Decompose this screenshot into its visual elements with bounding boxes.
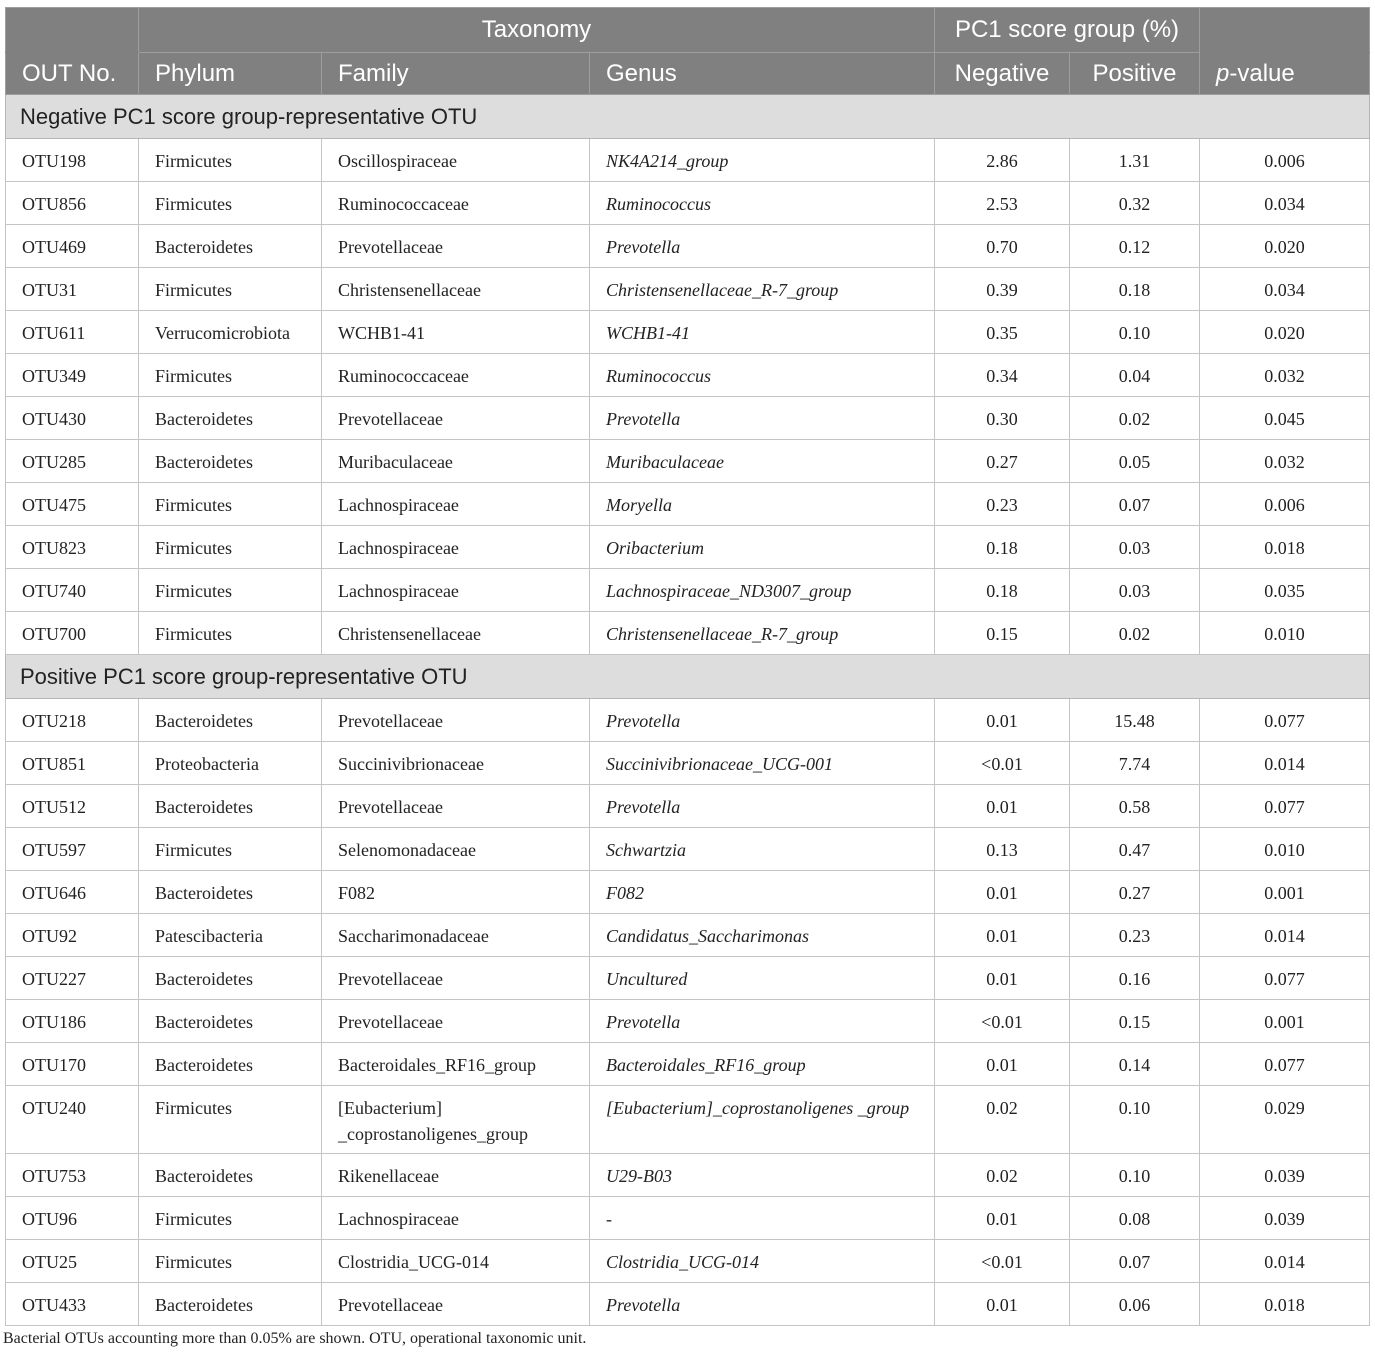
table-footnote: Bacterial OTUs accounting more than 0.05% are shown. OTU, operational taxonomic unit.	[3, 1330, 587, 1347]
cell-phylum: Bacteroidetes	[139, 957, 322, 1000]
cell-genus: Bacteroidales_RF16_group	[590, 1043, 935, 1086]
table-row	[6, 1197, 1370, 1240]
cell-p-value: 0.077	[1200, 957, 1370, 1000]
cell-p-value: 0.006	[1200, 483, 1370, 526]
cell-positive: 0.03	[1070, 526, 1200, 569]
table-row	[6, 1154, 1370, 1197]
cell-genus: Moryella	[590, 483, 935, 526]
cell-family: Christensenellaceae	[322, 268, 590, 311]
cell-genus: Prevotella	[590, 785, 935, 828]
cell-otu: OTU430	[6, 397, 139, 440]
cell-phylum: Firmicutes	[139, 526, 322, 569]
table-body	[6, 95, 1370, 1326]
cell-family: Saccharimonadaceae	[322, 914, 590, 957]
cell-phylum: Firmicutes	[139, 1086, 322, 1154]
section-header-row	[6, 655, 1370, 699]
cell-otu: OTU700	[6, 612, 139, 655]
cell-phylum: Firmicutes	[139, 1240, 322, 1283]
cell-negative: <0.01	[935, 742, 1070, 785]
cell-genus: -	[590, 1197, 935, 1240]
table-row	[6, 1086, 1370, 1154]
cell-positive: 0.10	[1070, 311, 1200, 354]
header-p-italic: p	[1216, 59, 1230, 87]
table-row	[6, 311, 1370, 354]
cell-negative: 0.35	[935, 311, 1070, 354]
cell-p-value: 0.039	[1200, 1197, 1370, 1240]
cell-negative: 2.86	[935, 139, 1070, 182]
cell-family: Prevotellaceae	[322, 1000, 590, 1043]
header-blank-right	[1200, 8, 1370, 53]
cell-otu: OTU475	[6, 483, 139, 526]
table-row	[6, 139, 1370, 182]
cell-phylum: Bacteroidetes	[139, 699, 322, 742]
cell-negative: 0.01	[935, 914, 1070, 957]
cell-positive: 0.47	[1070, 828, 1200, 871]
cell-genus: Christensenellaceae_R-7_group	[590, 268, 935, 311]
cell-p-value: 0.032	[1200, 354, 1370, 397]
cell-p-value: 0.001	[1200, 871, 1370, 914]
cell-genus: Prevotella	[590, 1000, 935, 1043]
cell-family: Selenomonadaceae	[322, 828, 590, 871]
cell-family: Ruminococcaceae	[322, 354, 590, 397]
cell-phylum: Firmicutes	[139, 139, 322, 182]
cell-negative: 0.01	[935, 1197, 1070, 1240]
cell-genus: Lachnospiraceae_ND3007_group	[590, 569, 935, 612]
cell-otu: OTU433	[6, 1283, 139, 1326]
cell-positive: 0.15	[1070, 1000, 1200, 1043]
cell-genus: Prevotella	[590, 699, 935, 742]
cell-p-value: 0.034	[1200, 268, 1370, 311]
section-title: Negative PC1 score group-representative OTU	[6, 95, 1370, 139]
cell-negative: 0.23	[935, 483, 1070, 526]
cell-family: WCHB1-41	[322, 311, 590, 354]
header-genus: Genus	[590, 53, 935, 95]
table-row	[6, 440, 1370, 483]
cell-family: Prevotellaceae	[322, 957, 590, 1000]
cell-positive: 0.07	[1070, 1240, 1200, 1283]
cell-family: Oscillospiraceae	[322, 139, 590, 182]
cell-family: Prevotellaceae	[322, 1283, 590, 1326]
cell-p-value: 0.020	[1200, 311, 1370, 354]
cell-otu: OTU469	[6, 225, 139, 268]
cell-family: F082	[322, 871, 590, 914]
header-p-value	[1200, 53, 1370, 95]
cell-genus: Succinivibrionaceae_UCG-001	[590, 742, 935, 785]
header-otu-no: OUT No.	[6, 53, 139, 95]
cell-genus: Clostridia_UCG-014	[590, 1240, 935, 1283]
table-row	[6, 742, 1370, 785]
cell-family: Rikenellaceae	[322, 1154, 590, 1197]
cell-otu: OTU597	[6, 828, 139, 871]
cell-genus: WCHB1-41	[590, 311, 935, 354]
table-row	[6, 828, 1370, 871]
cell-negative: <0.01	[935, 1240, 1070, 1283]
cell-family: Clostridia_UCG-014	[322, 1240, 590, 1283]
cell-positive: 7.74	[1070, 742, 1200, 785]
table-row	[6, 612, 1370, 655]
cell-family: Prevotellaceae	[322, 785, 590, 828]
cell-p-value: 0.001	[1200, 1000, 1370, 1043]
header-pc1-group: PC1 score group (%)	[935, 8, 1200, 53]
cell-phylum: Bacteroidetes	[139, 1154, 322, 1197]
cell-negative: 2.53	[935, 182, 1070, 225]
header-family: Family	[322, 53, 590, 95]
cell-negative: 0.01	[935, 699, 1070, 742]
cell-genus: Muribaculaceae	[590, 440, 935, 483]
cell-positive: 0.06	[1070, 1283, 1200, 1326]
cell-genus: Oribacterium	[590, 526, 935, 569]
table-row	[6, 1043, 1370, 1086]
table-row	[6, 957, 1370, 1000]
cell-phylum: Firmicutes	[139, 483, 322, 526]
cell-otu: OTU25	[6, 1240, 139, 1283]
cell-p-value: 0.014	[1200, 1240, 1370, 1283]
cell-positive: 0.08	[1070, 1197, 1200, 1240]
table-row	[6, 397, 1370, 440]
cell-family: Prevotellaceae	[322, 225, 590, 268]
cell-negative: 0.01	[935, 871, 1070, 914]
cell-negative: 0.18	[935, 569, 1070, 612]
cell-otu: OTU96	[6, 1197, 139, 1240]
cell-negative: 0.02	[935, 1086, 1070, 1154]
cell-positive: 0.03	[1070, 569, 1200, 612]
table-row	[6, 268, 1370, 311]
cell-positive: 0.02	[1070, 612, 1200, 655]
table-row	[6, 1283, 1370, 1326]
cell-negative: 0.15	[935, 612, 1070, 655]
header-phylum: Phylum	[139, 53, 322, 95]
header-taxonomy: Taxonomy	[139, 8, 935, 53]
cell-genus: Prevotella	[590, 225, 935, 268]
cell-family: Succinivibrionaceae	[322, 742, 590, 785]
cell-positive: 1.31	[1070, 139, 1200, 182]
cell-p-value: 0.034	[1200, 182, 1370, 225]
table-container	[5, 7, 1369, 1326]
cell-phylum: Patescibacteria	[139, 914, 322, 957]
table-header	[6, 8, 1370, 95]
table-row	[6, 225, 1370, 268]
cell-genus: Prevotella	[590, 1283, 935, 1326]
cell-otu: OTU218	[6, 699, 139, 742]
cell-negative: 0.34	[935, 354, 1070, 397]
cell-p-value: 0.039	[1200, 1154, 1370, 1197]
cell-negative: 0.13	[935, 828, 1070, 871]
cell-phylum: Verrucomicrobiota	[139, 311, 322, 354]
cell-phylum: Bacteroidetes	[139, 871, 322, 914]
cell-phylum: Bacteroidetes	[139, 1043, 322, 1086]
cell-phylum: Firmicutes	[139, 354, 322, 397]
table-row	[6, 1240, 1370, 1283]
cell-genus: Prevotella	[590, 397, 935, 440]
cell-positive: 0.14	[1070, 1043, 1200, 1086]
table-row	[6, 182, 1370, 225]
cell-phylum: Bacteroidetes	[139, 785, 322, 828]
cell-negative: 0.70	[935, 225, 1070, 268]
cell-p-value: 0.014	[1200, 914, 1370, 957]
table-row	[6, 483, 1370, 526]
cell-negative: 0.18	[935, 526, 1070, 569]
cell-otu: OTU740	[6, 569, 139, 612]
cell-genus: Ruminococcus	[590, 354, 935, 397]
cell-phylum: Firmicutes	[139, 182, 322, 225]
cell-family: Lachnospiraceae	[322, 483, 590, 526]
cell-otu: OTU823	[6, 526, 139, 569]
cell-otu: OTU227	[6, 957, 139, 1000]
cell-p-value: 0.045	[1200, 397, 1370, 440]
cell-otu: OTU851	[6, 742, 139, 785]
cell-otu: OTU92	[6, 914, 139, 957]
cell-positive: 0.04	[1070, 354, 1200, 397]
cell-positive: 0.27	[1070, 871, 1200, 914]
cell-phylum: Bacteroidetes	[139, 440, 322, 483]
header-positive: Positive	[1070, 53, 1200, 95]
cell-genus: Uncultured	[590, 957, 935, 1000]
cell-phylum: Firmicutes	[139, 612, 322, 655]
cell-positive: 0.16	[1070, 957, 1200, 1000]
cell-phylum: Bacteroidetes	[139, 1283, 322, 1326]
cell-family: Christensenellaceae	[322, 612, 590, 655]
cell-otu: OTU856	[6, 182, 139, 225]
cell-phylum: Firmicutes	[139, 1197, 322, 1240]
cell-p-value: 0.020	[1200, 225, 1370, 268]
cell-genus: NK4A214_group	[590, 139, 935, 182]
cell-family: Bacteroidales_RF16_group	[322, 1043, 590, 1086]
cell-p-value: 0.077	[1200, 699, 1370, 742]
cell-negative: 0.27	[935, 440, 1070, 483]
cell-positive: 0.07	[1070, 483, 1200, 526]
cell-otu: OTU240	[6, 1086, 139, 1154]
cell-family: Lachnospiraceae	[322, 569, 590, 612]
cell-p-value: 0.035	[1200, 569, 1370, 612]
cell-genus: Schwartzia	[590, 828, 935, 871]
cell-negative: 0.01	[935, 1043, 1070, 1086]
cell-positive: 0.02	[1070, 397, 1200, 440]
cell-genus: Candidatus_Saccharimonas	[590, 914, 935, 957]
cell-positive: 0.23	[1070, 914, 1200, 957]
cell-positive: 0.32	[1070, 182, 1200, 225]
cell-p-value: 0.077	[1200, 1043, 1370, 1086]
cell-otu: OTU285	[6, 440, 139, 483]
cell-family: Muribaculaceae	[322, 440, 590, 483]
cell-positive: 0.12	[1070, 225, 1200, 268]
cell-p-value: 0.018	[1200, 1283, 1370, 1326]
cell-genus: Ruminococcus	[590, 182, 935, 225]
cell-negative: <0.01	[935, 1000, 1070, 1043]
table-row	[6, 785, 1370, 828]
cell-negative: 0.01	[935, 785, 1070, 828]
table-row	[6, 569, 1370, 612]
cell-genus: F082	[590, 871, 935, 914]
cell-genus: U29-B03	[590, 1154, 935, 1197]
cell-p-value: 0.077	[1200, 785, 1370, 828]
section-header-row	[6, 95, 1370, 139]
cell-phylum: Bacteroidetes	[139, 1000, 322, 1043]
table-row	[6, 699, 1370, 742]
cell-phylum: Firmicutes	[139, 569, 322, 612]
table-row	[6, 1000, 1370, 1043]
header-blank-left	[6, 8, 139, 53]
header-negative: Negative	[935, 53, 1070, 95]
cell-family: Lachnospiraceae	[322, 526, 590, 569]
cell-p-value: 0.032	[1200, 440, 1370, 483]
header-p-rest: -value	[1229, 59, 1295, 87]
cell-otu: OTU349	[6, 354, 139, 397]
cell-family: [Eubacterium] _coprostanoligenes_group	[322, 1086, 590, 1154]
cell-genus: Christensenellaceae_R-7_group	[590, 612, 935, 655]
cell-p-value: 0.010	[1200, 612, 1370, 655]
table-row	[6, 871, 1370, 914]
cell-negative: 0.39	[935, 268, 1070, 311]
cell-family: Ruminococcaceae	[322, 182, 590, 225]
cell-otu: OTU512	[6, 785, 139, 828]
cell-phylum: Bacteroidetes	[139, 225, 322, 268]
cell-otu: OTU753	[6, 1154, 139, 1197]
cell-p-value: 0.029	[1200, 1086, 1370, 1154]
cell-family: Prevotellaceae	[322, 699, 590, 742]
table-row	[6, 914, 1370, 957]
cell-otu: OTU646	[6, 871, 139, 914]
section-title: Positive PC1 score group-representative OTU	[6, 655, 1370, 699]
cell-genus: [Eubacterium]_coprostanoligenes _group	[590, 1086, 935, 1154]
cell-negative: 0.01	[935, 1283, 1070, 1326]
cell-otu: OTU186	[6, 1000, 139, 1043]
cell-phylum: Firmicutes	[139, 828, 322, 871]
cell-phylum: Bacteroidetes	[139, 397, 322, 440]
table-row	[6, 354, 1370, 397]
otu-table	[5, 7, 1370, 1326]
cell-otu: OTU198	[6, 139, 139, 182]
cell-positive: 15.48	[1070, 699, 1200, 742]
cell-p-value: 0.018	[1200, 526, 1370, 569]
cell-otu: OTU611	[6, 311, 139, 354]
cell-negative: 0.02	[935, 1154, 1070, 1197]
cell-negative: 0.30	[935, 397, 1070, 440]
cell-p-value: 0.014	[1200, 742, 1370, 785]
cell-otu: OTU31	[6, 268, 139, 311]
cell-family: Lachnospiraceae	[322, 1197, 590, 1240]
cell-positive: 0.58	[1070, 785, 1200, 828]
cell-phylum: Firmicutes	[139, 268, 322, 311]
cell-positive: 0.10	[1070, 1086, 1200, 1154]
cell-otu: OTU170	[6, 1043, 139, 1086]
cell-positive: 0.18	[1070, 268, 1200, 311]
cell-positive: 0.05	[1070, 440, 1200, 483]
cell-p-value: 0.010	[1200, 828, 1370, 871]
cell-phylum: Proteobacteria	[139, 742, 322, 785]
cell-p-value: 0.006	[1200, 139, 1370, 182]
table-row	[6, 526, 1370, 569]
cell-negative: 0.01	[935, 957, 1070, 1000]
cell-positive: 0.10	[1070, 1154, 1200, 1197]
cell-family: Prevotellaceae	[322, 397, 590, 440]
